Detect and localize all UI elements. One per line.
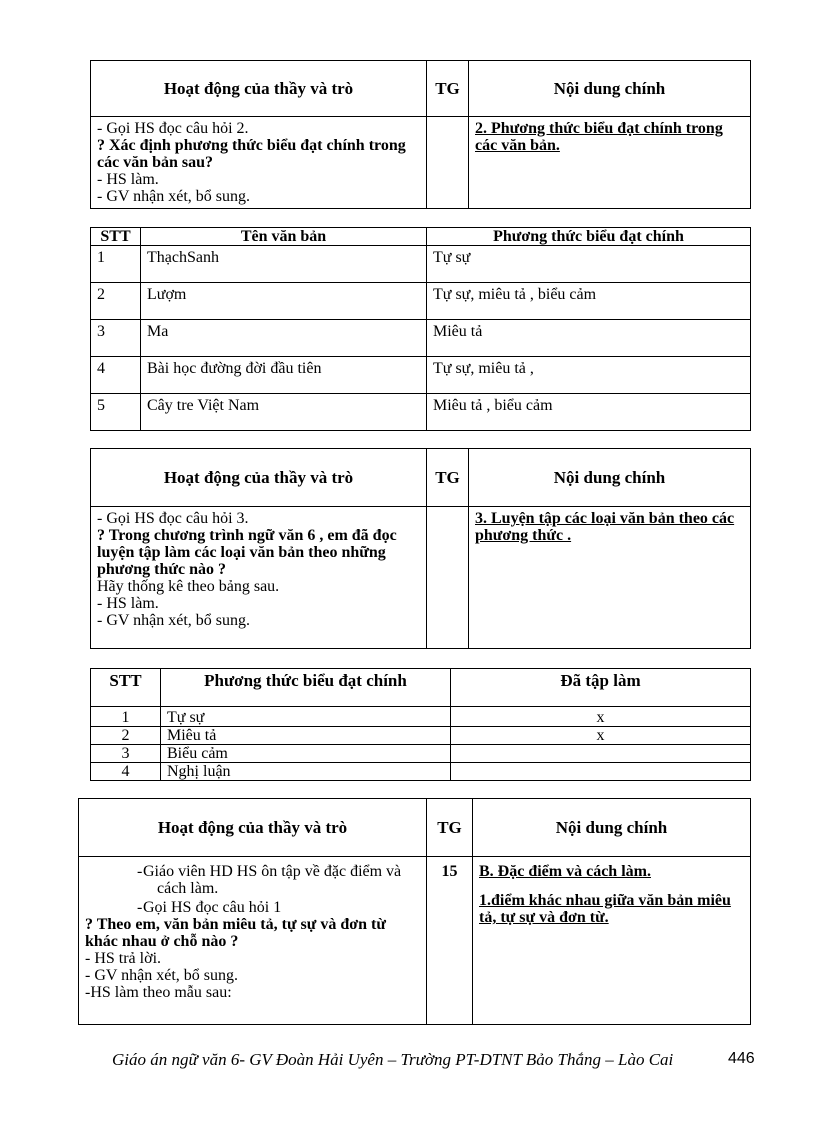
lesson-table-1 [90,60,751,209]
activity-line: - HS trả lời. [85,950,162,967]
page-footer: Giáo án ngữ văn 6- GV Đoàn Hải Uyên – Trường PT-DTNT Bảo Thắng – Lào Cai [112,1050,674,1069]
text-mode-table [90,227,751,431]
row-stt: 3 [91,320,141,357]
header-stt: STT [91,228,141,246]
row-done [451,745,751,763]
bullet-item [85,899,420,916]
activity-line: -HS làm theo mẫu sau: [85,984,232,1001]
row-mode: Miêu tả [427,320,751,357]
bullet-dash: - [137,863,143,880]
header-mode: Phương thức biểu đạt chính [427,228,751,246]
row-mode: Tự sự [427,246,751,283]
row-stt: 5 [91,394,141,431]
row-text-name: Bài học đường đời đầu tiên [141,357,427,394]
lesson-table-2 [90,448,751,649]
header-tg: TG [427,61,469,117]
row-stt: 1 [91,707,161,727]
bullet-text: Giáo viên HD HS ôn tập về đặc điểm và cách làm. [143,863,402,897]
row-done: x [451,727,751,745]
activity-line: - GV nhận xét, bổ sung. [97,188,251,205]
content-cell [473,857,751,1025]
activity-line: Hãy thống kê theo bảng sau. [97,578,280,595]
content-heading: 2. Phương thức biểu đạt chính trong các văn bản. [475,120,723,154]
bullet-dash: - [137,899,143,916]
row-stt: 2 [91,727,161,745]
content-subheading: 1.điểm khác nhau giữa văn bản miêu tả, tự sự và đơn từ. [479,892,731,926]
row-mode: Tự sự, miêu tả , biểu cảm [427,283,751,320]
row-done: x [451,707,751,727]
header-tg: TG [427,449,469,507]
row-text-name: Ma [141,320,427,357]
header-done: Đã tập làm [451,669,751,707]
activity-line: - Gọi HS đọc câu hỏi 2. [97,120,249,137]
row-mode: Nghị luận [161,763,451,781]
row-stt: 4 [91,357,141,394]
bullet-item [85,863,420,897]
activity-line: - HS làm. [97,171,159,188]
content-heading: 3. Luyện tập các loại văn bản theo các phương thức . [475,510,735,544]
row-text-name: Lượm [141,283,427,320]
page-number: 446 [728,1050,755,1067]
row-mode: Biểu cảm [161,745,451,763]
activity-question: ? Trong chương trình ngữ văn 6 , em đã đọc luyện tập làm các loại văn bản theo những phương thức nào ? [97,527,397,578]
row-mode: Tự sự, miêu tả , [427,357,751,394]
header-activity: Hoạt động của thầy và trò [79,799,427,857]
activity-cell [91,117,427,209]
header-activity: Hoạt động của thầy và trò [91,61,427,117]
row-done [451,763,751,781]
activity-question: ? Theo em, văn bản miêu tả, tự sự và đơn từ khác nhau ở chỗ nào ? [85,916,386,950]
row-mode: Miêu tả [161,727,451,745]
bullet-text: Gọi HS đọc câu hỏi 1 [143,899,282,916]
content-heading: B. Đặc điểm và cách làm. [479,863,651,880]
header-tg: TG [427,799,473,857]
header-content: Nội dung chính [469,449,751,507]
activity-line: - HS làm. [97,595,159,612]
header-content: Nội dung chính [469,61,751,117]
activity-question: ? Xác định phương thức biểu đạt chính trong các văn bản sau? [97,137,406,171]
row-stt: 1 [91,246,141,283]
practice-table [90,668,751,781]
lesson-table-3 [78,798,751,1025]
header-stt: STT [91,669,161,707]
activity-line: - GV nhận xét, bổ sung. [85,967,239,984]
activity-cell [91,507,427,649]
header-mode: Phương thức biểu đạt chính [161,669,451,707]
activity-cell [79,857,427,1025]
tg-cell: 15 [427,857,473,1025]
activity-line: - GV nhận xét, bổ sung. [97,612,251,629]
header-content: Nội dung chính [473,799,751,857]
content-cell [469,507,751,649]
row-mode: Tự sự [161,707,451,727]
row-stt: 3 [91,745,161,763]
row-mode: Miêu tả , biểu cảm [427,394,751,431]
row-text-name: Cây tre Việt Nam [141,394,427,431]
header-text-name: Tên văn bản [141,228,427,246]
row-text-name: ThạchSanh [141,246,427,283]
content-cell [469,117,751,209]
tg-cell [427,507,469,649]
tg-cell [427,117,469,209]
row-stt: 2 [91,283,141,320]
activity-line: - Gọi HS đọc câu hỏi 3. [97,510,249,527]
header-activity: Hoạt động của thầy và trò [91,449,427,507]
row-stt: 4 [91,763,161,781]
